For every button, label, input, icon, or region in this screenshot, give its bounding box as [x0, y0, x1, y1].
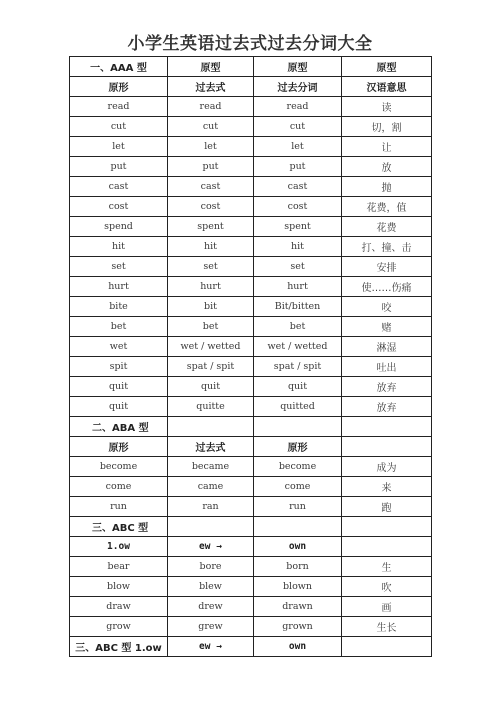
table-row	[70, 377, 432, 397]
aba-subheader-row	[70, 437, 432, 457]
empty-cell	[342, 637, 432, 657]
meaning: 切，割	[342, 117, 432, 137]
past-participle: cut	[254, 117, 342, 137]
past-tense: ran	[168, 497, 254, 517]
column-header: 原形	[70, 437, 168, 457]
past-tense: cast	[168, 177, 254, 197]
table-row	[70, 577, 432, 597]
table-row	[70, 137, 432, 157]
meaning: 放弃	[342, 397, 432, 417]
meaning: 生长	[342, 617, 432, 637]
past-tense: became	[168, 457, 254, 477]
column-header: 汉语意思	[342, 77, 432, 97]
table-row	[70, 217, 432, 237]
past-participle: hurt	[254, 277, 342, 297]
table-row	[70, 357, 432, 377]
past-participle: hit	[254, 237, 342, 257]
base-form: set	[70, 257, 168, 277]
column-header: 过去式	[168, 437, 254, 457]
table-row	[70, 257, 432, 277]
base-form: quit	[70, 397, 168, 417]
table-row	[70, 117, 432, 137]
base-form: bite	[70, 297, 168, 317]
aba-section-label: 二、ABA 型	[70, 417, 168, 437]
table-row	[70, 397, 432, 417]
past-tense: wet / wetted	[168, 337, 254, 357]
past-participle: come	[254, 477, 342, 497]
past-participle: blown	[254, 577, 342, 597]
abc-pattern-row	[70, 537, 432, 557]
table-row	[70, 337, 432, 357]
base-form: bet	[70, 317, 168, 337]
empty-cell	[168, 417, 254, 437]
past-tense: bet	[168, 317, 254, 337]
aba-header-row	[70, 417, 432, 437]
table-row	[70, 237, 432, 257]
table-row	[70, 177, 432, 197]
past-tense: spat / spit	[168, 357, 254, 377]
table-row	[70, 557, 432, 577]
empty-cell	[342, 517, 432, 537]
pattern-participle: own	[254, 637, 342, 657]
past-participle: drawn	[254, 597, 342, 617]
meaning: 画	[342, 597, 432, 617]
column-header: 原形	[254, 437, 342, 457]
empty-cell	[342, 437, 432, 457]
meaning: 淋湿	[342, 337, 432, 357]
empty-cell	[342, 537, 432, 557]
past-tense: came	[168, 477, 254, 497]
base-form: cut	[70, 117, 168, 137]
meaning: 吹	[342, 577, 432, 597]
base-form: hurt	[70, 277, 168, 297]
table-row	[70, 157, 432, 177]
abc-header-row	[70, 517, 432, 537]
past-participle: quitted	[254, 397, 342, 417]
past-participle: set	[254, 257, 342, 277]
meaning: 读	[342, 97, 432, 117]
meaning: 使……伤痛	[342, 277, 432, 297]
table-row	[70, 277, 432, 297]
meaning: 放弃	[342, 377, 432, 397]
column-header: 原型	[254, 57, 342, 77]
column-header: 原形	[70, 77, 168, 97]
past-participle: cost	[254, 197, 342, 217]
table-row	[70, 457, 432, 477]
empty-cell	[168, 517, 254, 537]
table-row	[70, 477, 432, 497]
meaning: 成为	[342, 457, 432, 477]
past-tense: spent	[168, 217, 254, 237]
meaning: 跑	[342, 497, 432, 517]
meaning: 来	[342, 477, 432, 497]
past-participle: run	[254, 497, 342, 517]
past-participle: Bit/bitten	[254, 297, 342, 317]
aaa-section-label: 一、AAA 型	[70, 57, 168, 77]
past-participle: read	[254, 97, 342, 117]
past-tense: grew	[168, 617, 254, 637]
past-tense: let	[168, 137, 254, 157]
pattern-past: ew →	[168, 637, 254, 657]
empty-cell	[254, 417, 342, 437]
base-form: draw	[70, 597, 168, 617]
base-form: run	[70, 497, 168, 517]
past-participle: grown	[254, 617, 342, 637]
base-form: wet	[70, 337, 168, 357]
past-participle: put	[254, 157, 342, 177]
past-participle: let	[254, 137, 342, 157]
column-header: 原型	[342, 57, 432, 77]
meaning: 让	[342, 137, 432, 157]
page-title: 小学生英语过去式过去分词大全	[127, 34, 373, 54]
column-header: 过去分词	[254, 77, 342, 97]
base-form: cast	[70, 177, 168, 197]
base-form: grow	[70, 617, 168, 637]
base-form: cost	[70, 197, 168, 217]
pattern-participle: own	[254, 537, 342, 557]
verb-table-body	[70, 57, 432, 657]
base-form: quit	[70, 377, 168, 397]
base-form: come	[70, 477, 168, 497]
past-participle: become	[254, 457, 342, 477]
past-participle: wet / wetted	[254, 337, 342, 357]
past-tense: blew	[168, 577, 254, 597]
past-tense: hit	[168, 237, 254, 257]
table-row	[70, 617, 432, 637]
meaning: 赌	[342, 317, 432, 337]
column-header: 原型	[168, 57, 254, 77]
base-form: spend	[70, 217, 168, 237]
past-tense: bore	[168, 557, 254, 577]
base-form: spit	[70, 357, 168, 377]
past-tense: cut	[168, 117, 254, 137]
past-participle: spent	[254, 217, 342, 237]
past-tense: hurt	[168, 277, 254, 297]
table-row	[70, 317, 432, 337]
base-form: bear	[70, 557, 168, 577]
past-participle: bet	[254, 317, 342, 337]
abc-footer-row	[70, 637, 432, 657]
past-participle: spat / spit	[254, 357, 342, 377]
meaning: 生	[342, 557, 432, 577]
column-header: 过去式	[168, 77, 254, 97]
meaning: 放	[342, 157, 432, 177]
past-tense: read	[168, 97, 254, 117]
table-row	[70, 297, 432, 317]
past-tense: quit	[168, 377, 254, 397]
verb-table	[69, 56, 432, 657]
meaning: 打、撞、击	[342, 237, 432, 257]
past-tense: put	[168, 157, 254, 177]
past-participle: cast	[254, 177, 342, 197]
pattern-past: ew →	[168, 537, 254, 557]
pattern-base: 1.ow	[70, 537, 168, 557]
meaning: 咬	[342, 297, 432, 317]
meaning: 抛	[342, 177, 432, 197]
base-form: blow	[70, 577, 168, 597]
past-tense: cost	[168, 197, 254, 217]
past-tense: drew	[168, 597, 254, 617]
table-row	[70, 497, 432, 517]
table-row	[70, 597, 432, 617]
meaning: 花费	[342, 217, 432, 237]
empty-cell	[254, 517, 342, 537]
meaning: 吐出	[342, 357, 432, 377]
past-participle: born	[254, 557, 342, 577]
table-row	[70, 97, 432, 117]
abc-footer-label: 三、ABC 型 1.ow	[70, 637, 168, 657]
aaa-header-row	[70, 57, 432, 77]
past-tense: quitte	[168, 397, 254, 417]
base-form: let	[70, 137, 168, 157]
past-tense: set	[168, 257, 254, 277]
base-form: put	[70, 157, 168, 177]
abc-section-label: 三、ABC 型	[70, 517, 168, 537]
empty-cell	[342, 417, 432, 437]
aaa-subheader-row	[70, 77, 432, 97]
base-form: become	[70, 457, 168, 477]
base-form: read	[70, 97, 168, 117]
past-participle: quit	[254, 377, 342, 397]
meaning: 花费，值	[342, 197, 432, 217]
meaning: 安排	[342, 257, 432, 277]
base-form: hit	[70, 237, 168, 257]
past-tense: bit	[168, 297, 254, 317]
table-row	[70, 197, 432, 217]
